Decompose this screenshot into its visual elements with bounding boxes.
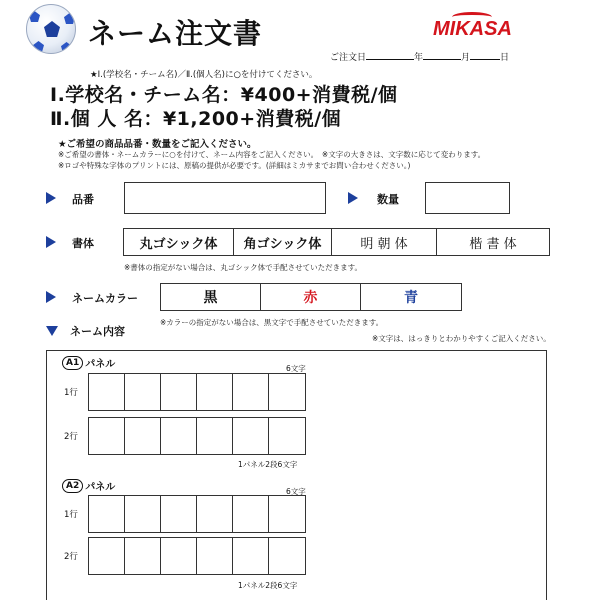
arrow-icon <box>46 192 56 204</box>
panel-a1-row2-label: 2行 <box>64 432 78 442</box>
order-month-field[interactable] <box>423 51 461 60</box>
price-team-name: Ⅰ.学校名・チーム名：¥400+消費税/個 <box>50 84 398 106</box>
panel-a2-chars: 6文字 <box>286 487 306 496</box>
font-note: ※書体の指定がない場合は、丸ゴシック体で手配させていただきます。 <box>124 263 363 272</box>
panel-a1-label: A1 パネル <box>62 355 115 370</box>
order-date: ご注文日 年 月 日 <box>330 53 510 63</box>
font-option-maru-gothic[interactable]: 丸ゴシック体 <box>124 229 234 255</box>
color-option-red[interactable]: 赤 <box>261 284 361 310</box>
order-year-field[interactable] <box>366 51 414 60</box>
font-options <box>123 228 550 256</box>
quantity-label: 数量 <box>377 193 399 206</box>
product-no-label: 品番 <box>72 193 94 206</box>
instruction-line2: ※ロゴや特殊な字体のプリントには、原稿の提供が必要です。(詳細はミカサまでお問い合わせください。) <box>58 161 411 170</box>
mikasa-logo: MIKASA <box>433 18 512 40</box>
color-options <box>160 283 462 311</box>
color-option-black[interactable]: 黒 <box>161 284 261 310</box>
panel-a2-label: A2 パネル <box>62 478 115 493</box>
name-content-label: ネーム内容 <box>70 325 125 338</box>
arrow-icon <box>348 192 358 204</box>
name-color-label: ネームカラー <box>72 292 138 305</box>
panel-a2-row2-label: 2行 <box>64 552 78 562</box>
color-option-blue[interactable]: 青 <box>404 290 418 306</box>
panel-a1-row2-grid[interactable] <box>88 417 306 455</box>
price-personal-name: Ⅱ.個 人 名：¥1,200+消費税/個 <box>50 108 342 130</box>
order-day-field[interactable] <box>470 51 500 60</box>
soccer-ball-logo <box>26 4 76 54</box>
font-option-kaisho[interactable]: 楷 書 体 <box>469 236 517 252</box>
content-note: ※文字は、はっきりとわかりやすくご記入ください。 <box>372 334 551 343</box>
product-no-input[interactable] <box>124 182 326 214</box>
color-note: ※カラーの指定がない場合は、黒文字で手配させていただきます。 <box>160 318 384 327</box>
panel-a1-row1-label: 1行 <box>64 388 78 398</box>
font-option-kaku-gothic[interactable]: 角ゴシック体 <box>234 229 332 255</box>
selection-note: ★Ⅰ.(学校名・チーム名)／Ⅱ.(個人名)に○を付けてください。 <box>90 70 318 80</box>
panel-a1-footer: 1パネル2段6文字 <box>238 460 298 469</box>
panel-a2-row2-grid[interactable] <box>88 537 306 575</box>
panel-a2-row1-grid[interactable] <box>88 495 306 533</box>
panel-a1-row1-grid[interactable] <box>88 373 306 411</box>
arrow-down-icon <box>46 326 58 336</box>
arrow-icon <box>46 236 56 248</box>
panel-a1-chars: 6文字 <box>286 364 306 373</box>
instruction-line1: ※ご希望の書体・ネームカラーに○を付けて、ネーム内容をご記入ください。 ※文字の大きさは、文字数に応じて変わります。 <box>58 150 486 159</box>
font-option-mincho[interactable]: 明 朝 体 <box>332 229 437 255</box>
panel-a2-row1-label: 1行 <box>64 510 78 520</box>
quantity-input[interactable] <box>425 182 510 214</box>
arrow-icon <box>46 291 56 303</box>
panel-a2-footer: 1パネル2段6文字 <box>238 581 298 590</box>
page-title: ネーム注文書 <box>88 17 263 50</box>
instruction-main: ★ご希望の商品品番・数量をご記入ください。 <box>58 139 257 150</box>
font-label: 書体 <box>72 237 94 250</box>
